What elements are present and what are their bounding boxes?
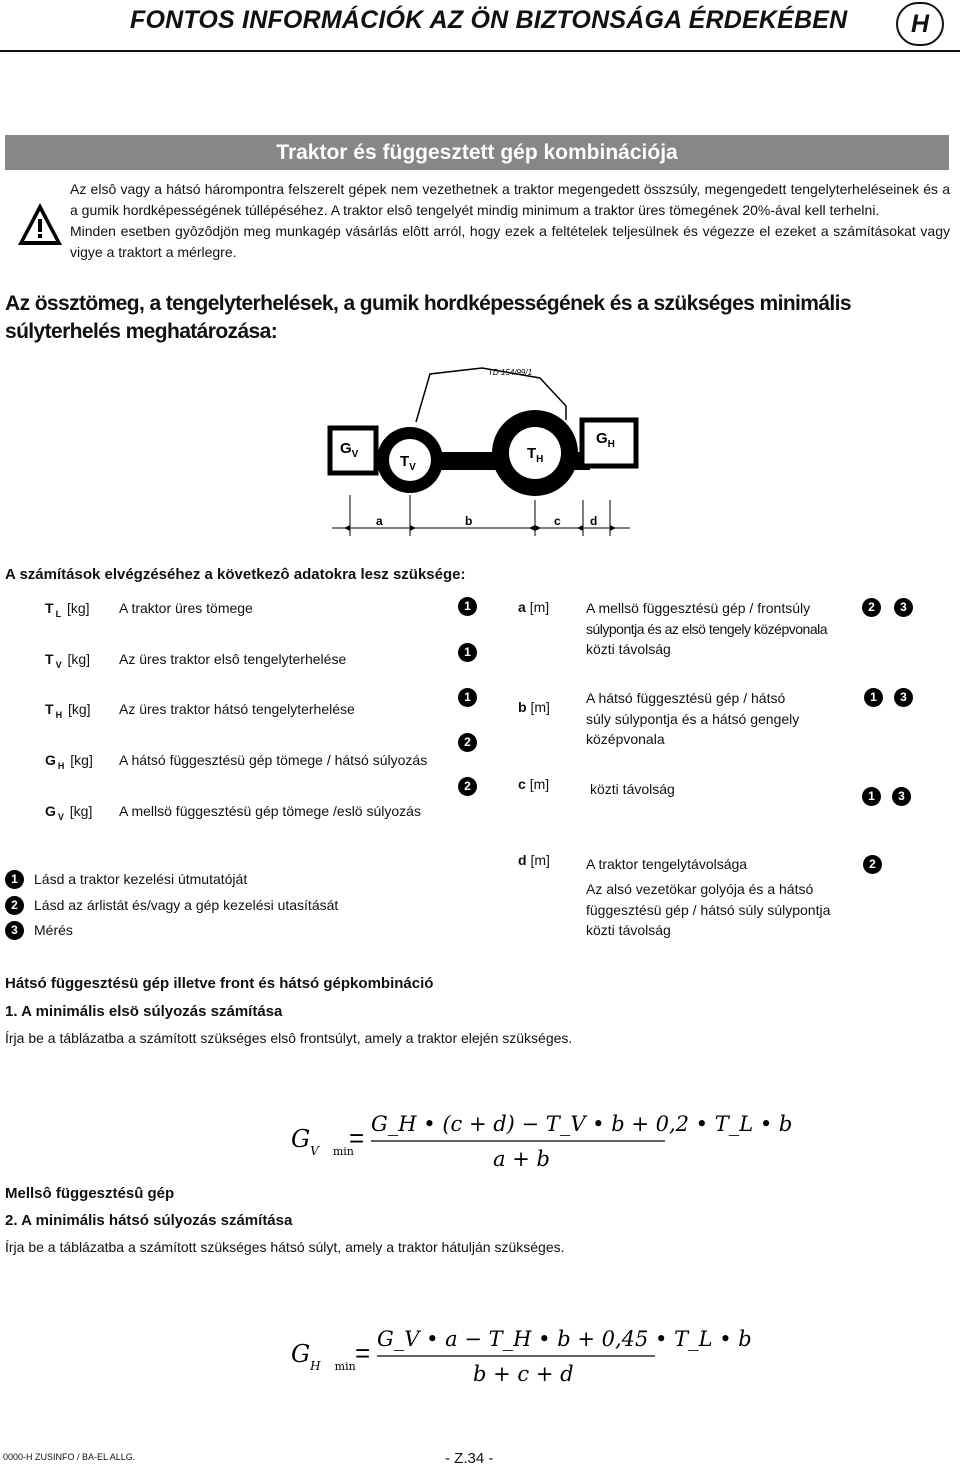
ref-badge: 1: [864, 688, 883, 707]
dim-a-label: a: [376, 514, 383, 528]
var-d-desc: A traktor tengelytávolsága: [586, 856, 748, 872]
label-tv: $T_V$: [400, 453, 416, 473]
language-badge: H: [896, 2, 944, 46]
warning-triangle-icon: [16, 200, 64, 248]
var-c: c [m]: [518, 776, 550, 792]
ref-badge: 1: [458, 597, 477, 616]
formula1-equals: =: [349, 1123, 365, 1153]
intro-paragraph-2: Minden esetben gyôzôdjön meg munkagép vásárlás elôtt arról, hogy ezek a feltételek teljesülnek és végezze el ezeket a számításokat vagy vigye a traktort a mérlegre.: [70, 223, 950, 260]
calculation-subheading: Az össztömeg, a tengelyterhelések, a gumik hordképességének és a szükséges minimális súlyterhelés meghatározása:: [5, 292, 851, 343]
footer-doc-code: 0000-H ZUSINFO / BA-EL ALLG.: [3, 1452, 136, 1462]
var-d: d [m]: [518, 852, 550, 868]
section-title-bar: Traktor és függesztett gép kombinációja: [5, 135, 949, 170]
formula2-lhs: $G_H$ min: [291, 1340, 356, 1373]
diagram-ref-label: TD 154/99/1: [488, 368, 533, 377]
page-number: - Z.34 -: [445, 1450, 494, 1467]
dim-b-label: b: [465, 514, 473, 528]
var-tv: T $_V$ [kg]: [45, 651, 91, 670]
intro-paragraph-1: Az elsô vagy a hátsó hárompontra felszerelt gépek nem vezethetnek a traktor megengedett összsúly, megengedett tengelyterheléseinek és a a gumik hordképességének túllépéséhez. A traktor elsô tengelyét mindig minimum a traktor üres tömegének 20%-ával kell terhelni.: [70, 181, 950, 218]
ref-badge: 2: [863, 855, 882, 874]
formula1-denominator: a + b: [493, 1147, 550, 1171]
var-a-desc: A mellsö függesztésü gép / frontsúly súlypontja és az elsö tengely középvonala közti távolság: [586, 600, 828, 657]
front-wheel-hub: [389, 439, 431, 481]
var-tl: T $_L$ [kg]: [45, 600, 90, 619]
dim-d-label: d: [590, 514, 598, 528]
formula2-denominator: b + c + d: [473, 1362, 574, 1386]
formula2-numerator: G_V • a − T_H • b + 0,45 • T_L • b: [377, 1327, 752, 1351]
var-b-desc: A hátsó függesztésü gép / hátsó súly súlypontja és a hátsó gengely középvonala: [586, 690, 800, 747]
var-a: a [m]: [518, 599, 550, 615]
front-implement-label: Mellsô függesztésû gép: [5, 1185, 175, 1202]
ref-badge: 1: [458, 643, 477, 662]
var-b: b [m]: [518, 699, 550, 715]
var-gv: G $_V$ [kg]: [45, 803, 93, 822]
safety-intro: [70, 179, 950, 263]
ref-badge: 2: [458, 733, 477, 752]
step2-text: Írja be a táblázatba a számított szükséges hátsó súlyt, amely a traktor hátulján szükséges.: [5, 1239, 565, 1255]
formula1-lhs: $G_V$ min: [291, 1125, 354, 1158]
requirements-title: A számítások elvégzéséhez a következô adatokra lesz szüksége:: [5, 566, 466, 583]
ref-badge: 1: [458, 688, 477, 707]
note-text: Lásd a traktor kezelési útmutatóját: [34, 871, 248, 887]
var-tl-desc: A traktor üres tömege: [119, 600, 253, 616]
formula2-equals: =: [355, 1338, 371, 1368]
label-th: $T_H$: [527, 445, 544, 465]
step1-title: 1. A minimális elsö súlyozás számítása: [5, 1003, 283, 1020]
var-gh-desc: A hátsó függesztésü gép tömege / hátsó súlyozás: [119, 752, 428, 768]
formula-rear-weight: [285, 1320, 752, 1390]
formula-front-weight: [285, 1105, 793, 1175]
dim-c-label: c: [554, 514, 561, 528]
note-badge: 2: [5, 896, 24, 915]
tractor-diagram: [320, 360, 650, 540]
note-badge: 1: [5, 870, 24, 889]
ref-badge: 2: [862, 598, 881, 617]
var-th: T $_H$ [kg]: [45, 701, 91, 720]
note-text: Lásd az árlistát és/vagy a gép kezelési utasítását: [34, 897, 339, 913]
var-th-desc: Az üres traktor hátsó tengelyterhelése: [119, 701, 355, 717]
label-gh: $G_H$: [596, 430, 615, 450]
ref-badge: 3: [892, 787, 911, 806]
note-badge: 3: [5, 921, 24, 940]
ref-badge: 2: [458, 777, 477, 796]
var-tv-desc: Az üres traktor elsô tengelyterhelése: [119, 651, 347, 667]
header-divider: [0, 50, 960, 52]
var-gv-desc: A mellsö függesztésü gép tömege /eslö súlyozás: [119, 803, 421, 819]
label-gv: $G_V$: [340, 440, 359, 460]
step1-text: Írja be a táblázatba a számított szükséges elsô frontsúlyt, amely a traktor elején szükséges.: [5, 1030, 573, 1046]
ref-badge: 3: [894, 598, 913, 617]
ref-badge: 3: [894, 688, 913, 707]
ref-badge: 1: [862, 787, 881, 806]
var-d-extra-desc: Az alsó vezetökar golyója és a hátsó függesztésü gép / hátsó súly súlypontja közti távolság: [586, 881, 831, 938]
formula1-numerator: G_H • (c + d) − T_V • b + 0,2 • T_L • b: [371, 1112, 793, 1136]
calc-heading: Hátsó függesztésü gép illetve front és hátsó gépkombináció: [5, 975, 434, 992]
step2-title: 2. A minimális hátsó súlyozás számítása: [5, 1212, 293, 1229]
note-text: Mérés: [34, 922, 73, 938]
var-gh: G $_H$ [kg]: [45, 752, 93, 771]
page-header-title: FONTOS INFORMÁCIÓK AZ ÖN BIZTONSÁGA ÉRDEKÉBEN: [130, 6, 848, 34]
var-c-desc: közti távolság: [590, 781, 675, 797]
